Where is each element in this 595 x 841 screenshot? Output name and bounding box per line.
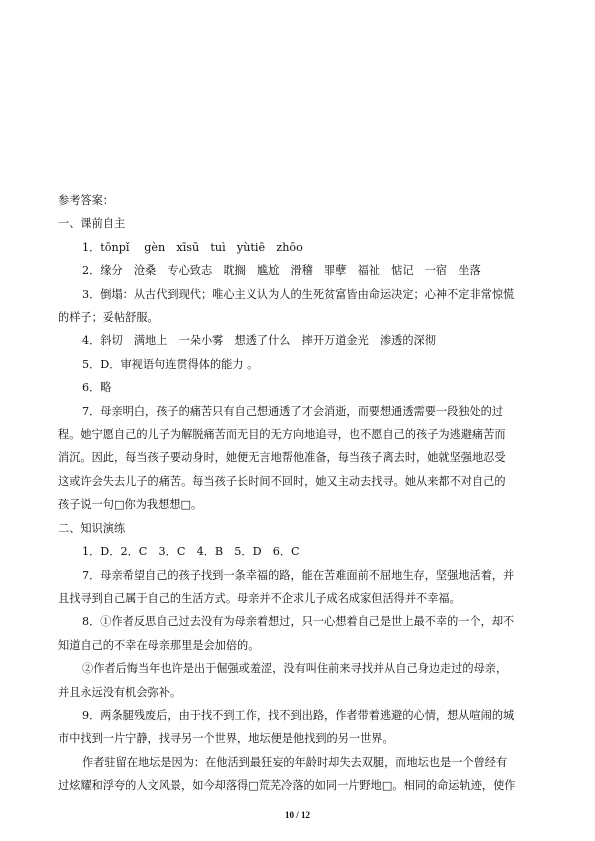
text-line: 且找寻到自己属于自己的生活方式。母亲并不企求儿子成名成家但活得并不幸福。: [58, 591, 461, 605]
text-line: 2．缘分 沧桑 专心致志 耽搁 尴尬 滑稽 罪孽 福祉 惦记 一宿 坐落: [82, 264, 481, 278]
text-line: 并且永远没有机会弥补。: [58, 685, 182, 699]
text-line: 这或许会失去儿子的痛苦。每当孩子长时间不回时，她又主动去找寻。她从来都不对自己的: [58, 474, 506, 488]
text-line: 一、课前自主: [58, 217, 126, 231]
text-line: 6．略: [82, 381, 112, 395]
text-line: 1．tōnpǐ gèn xīsū tuì yùtiē zhōo: [82, 240, 303, 254]
text-line: 程。她宁愿自己的儿子为解脱痛苦而无目的无方向地追寻，也不愿自己的孩子为逃避痛苦而: [58, 428, 506, 442]
text-line: 5．D．审视语句连贯得体的能力 。: [82, 357, 259, 371]
text-line: 市中找到一片宁静，找寻另一个世界，地坛便是他找到的另一世界。: [58, 732, 394, 746]
text-line: 8．①作者反思自己过去没有为母亲着想过，只一心想着自己是世上最不幸的一个，却不: [82, 615, 515, 629]
text-line: ②作者后悔当年也许是出于倔强或羞涩，没有叫住前来寻找并从自己身边走过的母亲，: [82, 662, 508, 676]
text-line: 过炫耀和浮夸的人文风景，如今却落得□荒芜冷落的如同一片野地□。相同的命运轨迹，使作: [58, 779, 516, 793]
answer-text-body: [58, 189, 540, 798]
text-line: 孩子说一句□你为我想想□。: [58, 498, 203, 512]
text-line: 知道自己的不幸在母亲那里是会加倍的。: [58, 638, 260, 652]
text-line: 7．母亲明白，孩子的痛苦只有自己想通透了才会消逝，而要想通透需要一段独处的过: [82, 404, 504, 418]
text-line: 的样子；妥帖舒服。: [58, 311, 159, 325]
text-line: 1．D．2．C 3．C 4．B 5．D 6．C: [82, 545, 300, 559]
text-line: 参考答案：: [58, 194, 114, 207]
text-line: 3．倒塌：从古代到现代；唯心主义认为人的生死贫富皆由命运决定；心神不定非常惊慌: [82, 287, 515, 301]
text-line: 4．斜切 满地上 一朵小雾 想透了什么 摔开万道金光 渗透的深彻: [82, 334, 436, 348]
page-number: 10 / 12: [284, 810, 310, 820]
text-line: 7．母亲希望自己的孩子找到一条幸福的路，能在苦难面前不屈地生存，坚强地活着，并: [82, 568, 515, 582]
text-line: 二、知识演练: [58, 521, 126, 535]
text-line: 9．两条腿残废后，由于找不到工作，找不到出路，作者带着逃避的心情，想从喧闹的城: [82, 708, 515, 722]
text-line: 作者驻留在地坛是因为：在他活到最狂妄的年龄时却失去双腿，而地坛也是一个曾经有: [82, 755, 508, 769]
text-line: 消沉。因此，每当孩子要动身时，她便无言地帮他准备，每当孩子离去时，她就坚强地忍受: [58, 451, 506, 465]
